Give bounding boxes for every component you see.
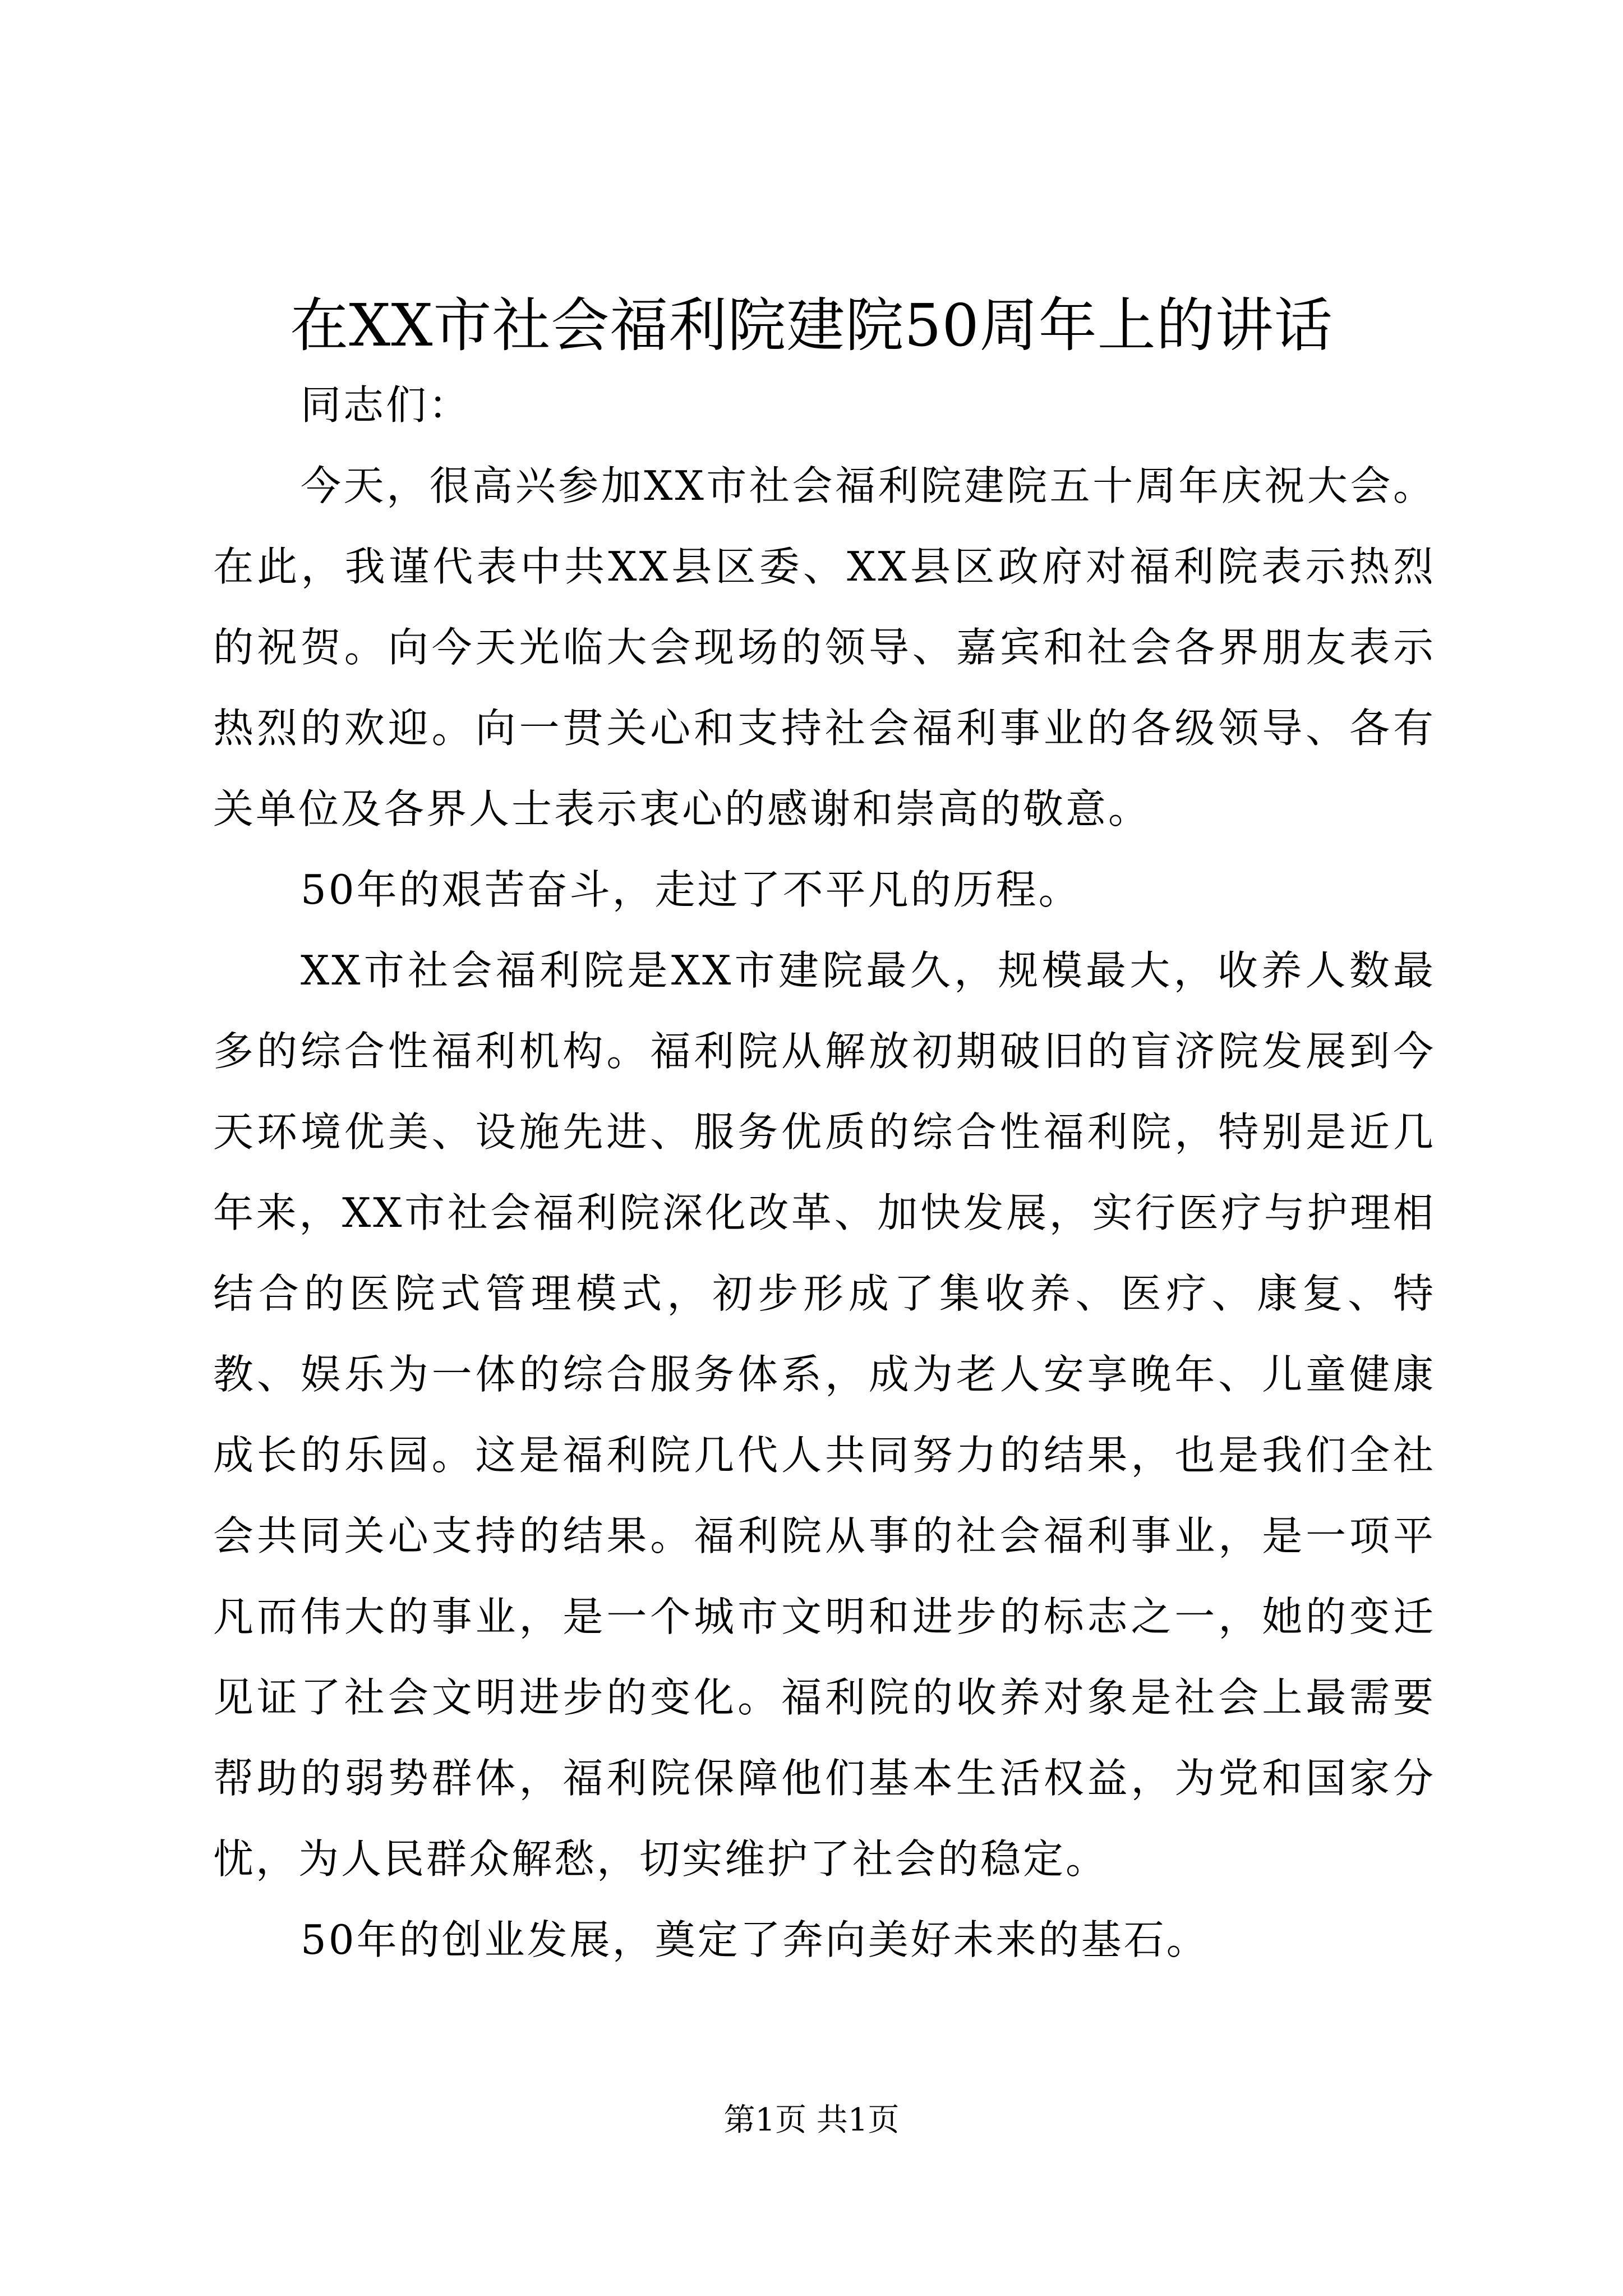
body-paragraph: XX市社会福利院是XX市建院最久，规模最大，收养人数最多的综合性福利机构。福利院从解放初期破旧的盲济院发展到今天环境优美、设施先进、服务优质的综合性福利院，特别是近几年来，XX市社会福利院深化改革、加快发展，实行医疗与护理相结合的医院式管理模式，初步形成了集收养、医疗、康复、特教、娱乐为一体的综合服务体系，成为老人安享晚年、儿童健康成长的乐园。这是福利院几代人共同努力的结果，也是我们全社会共同关心支持的结果。福利院从事的社会福利事业，是一项平凡而伟大的事业，是一个城市文明和进步的标志之一，她的变迁见证了社会文明进步的变化。福利院的收养对象是社会上最需要帮助的弱势群体，福利院保障他们基本生活权益，为党和国家分忧，为人民群众解愁，切实维护了社会的稳定。 bbox=[213, 947, 1436, 1883]
document-body bbox=[213, 365, 1436, 1980]
body-paragraph: 50年的艰苦奋斗，走过了不平凡的历程。 bbox=[301, 866, 1081, 913]
salutation-paragraph: 同志们： bbox=[301, 381, 472, 429]
body-paragraph: 今天，很高兴参加XX市社会福利院建院五十周年庆祝大会。在此，我谨代表中共XX县区委、XX县区政府对福利院表示热烈的祝贺。向今天光临大会现场的领导、嘉宾和社会各界朋友表示热烈的欢迎。向一贯关心和支持社会福利事业的各级领导、各有关单位及各界人士表示衷心的感谢和崇高的敬意。 bbox=[213, 462, 1436, 832]
document-title: 在XX市社会福利院建院50周年上的讲话 bbox=[290, 291, 1333, 360]
body-paragraph: 50年的创业发展，奠定了奔向美好未来的基石。 bbox=[301, 1916, 1209, 1963]
page-number-footer: 第1页 共1页 bbox=[723, 2102, 900, 2138]
